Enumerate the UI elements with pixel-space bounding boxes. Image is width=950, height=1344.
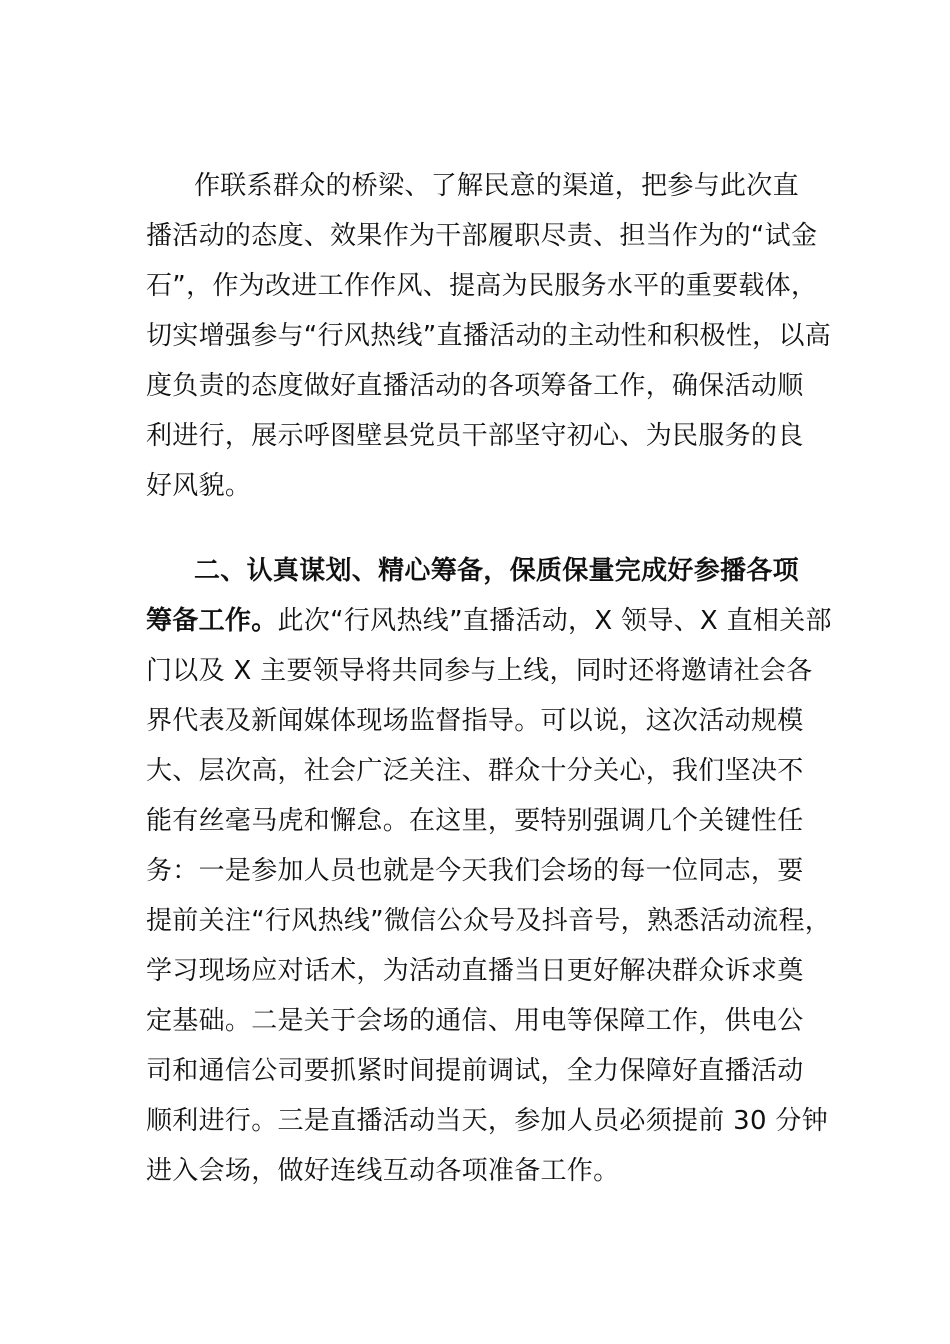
text-span: 此次“行风热线”直播活动，X 领导、X 直相关部 xyxy=(277,606,832,636)
text-line: 务：一是参加人员也就是今天我们会场的每一位同志，要 xyxy=(146,856,804,886)
text-line: 能有丝毫马虎和懈怠。在这里，要特别强调几个关键性任 xyxy=(146,806,804,836)
text-line: 顺利进行。三是直播活动当天，参加人员必须提前 30 分钟 xyxy=(146,1106,829,1136)
text-line: 好风貌。 xyxy=(146,471,252,501)
text-line: 作联系群众的桥梁、了解民意的渠道，把参与此次直 xyxy=(194,171,799,201)
text-line: 度负责的态度做好直播活动的各项筹备工作，确保活动顺 xyxy=(146,371,804,401)
text-line: 切实增强参与“行风热线”直播活动的主动性和积极性，以高 xyxy=(146,321,832,351)
text-line: 利进行，展示呼图壁县党员干部坚守初心、为民服务的良 xyxy=(146,421,804,451)
text-line: 石”，作为改进工作作风、提高为民服务水平的重要载体， xyxy=(146,271,818,301)
text-line: 播活动的态度、效果作为干部履职尽责、担当作为的“试金 xyxy=(146,221,818,251)
text-line: 进入会场，做好连线互动各项准备工作。 xyxy=(146,1156,620,1186)
text-line: 学习现场应对话术，为活动直播当日更好解决群众诉求奠 xyxy=(146,956,804,986)
text-line: 大、层次高，社会广泛关注、群众十分关心，我们坚决不 xyxy=(146,756,804,786)
section-heading-end: 筹备工作。 xyxy=(146,606,278,636)
text-line: 门以及 X 主要领导将共同参与上线，同时还将邀请社会各 xyxy=(146,656,813,686)
text-line: 提前关注“行风热线”微信公众号及抖音号，熟悉活动流程， xyxy=(146,906,832,936)
section-heading: 二、认真谋划、精心筹备，保质保量完成好参播各项 xyxy=(194,556,799,586)
text-line xyxy=(146,601,832,641)
text-line: 界代表及新闻媒体现场监督指导。可以说，这次活动规模 xyxy=(146,706,804,736)
text-line: 司和通信公司要抓紧时间提前调试，全力保障好直播活动 xyxy=(146,1056,804,1086)
text-line: 定基础。二是关于会场的通信、用电等保障工作，供电公 xyxy=(146,1006,804,1036)
